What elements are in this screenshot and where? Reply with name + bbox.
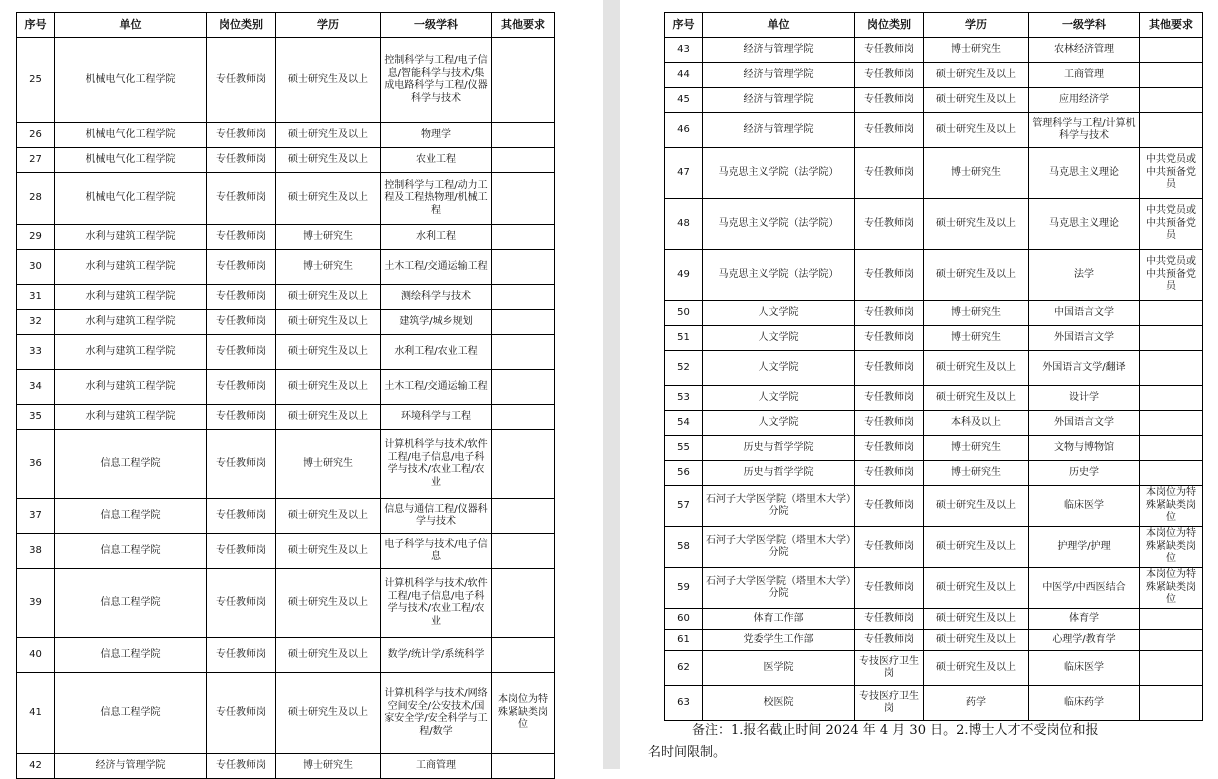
cell-subject: 数学/统计学/系统科学 — [381, 638, 492, 673]
footnote — [648, 720, 1202, 764]
cell-edu: 博士研究生 — [924, 148, 1029, 199]
cell-seq: 29 — [17, 225, 55, 250]
cell-unit: 人文学院 — [703, 351, 855, 386]
cell-edu: 硕士研究生及以上 — [276, 148, 381, 173]
cell-edu: 博士研究生 — [924, 301, 1029, 326]
cell-edu: 硕士研究生及以上 — [924, 386, 1029, 411]
cell-unit: 马克思主义学院（法学院） — [703, 199, 855, 250]
cell-post: 专任教师岗 — [207, 534, 276, 569]
table-row — [17, 638, 555, 673]
header-other: 其他要求 — [492, 13, 555, 38]
table-row — [665, 351, 1203, 386]
header-seq: 序号 — [17, 13, 55, 38]
footnote-line-2: 名时间限制。 — [648, 745, 727, 760]
cell-unit: 水利与建筑工程学院 — [55, 335, 207, 370]
cell-edu: 硕士研究生及以上 — [276, 405, 381, 430]
table-row — [665, 568, 1203, 609]
table-row — [665, 486, 1203, 527]
cell-subject: 建筑学/城乡规划 — [381, 310, 492, 335]
cell-seq: 31 — [17, 285, 55, 310]
cell-post: 专任教师岗 — [207, 754, 276, 779]
cell-subject: 外国语言文学/翻译 — [1029, 351, 1140, 386]
cell-post: 专任教师岗 — [855, 609, 924, 630]
cell-other — [1140, 386, 1203, 411]
cell-unit: 校医院 — [703, 686, 855, 721]
cell-post: 专任教师岗 — [207, 250, 276, 285]
table-row — [665, 113, 1203, 148]
cell-other: 本岗位为特殊紧缺类岗位 — [1140, 486, 1203, 527]
cell-subject: 设计学 — [1029, 386, 1140, 411]
cell-seq: 58 — [665, 527, 703, 568]
cell-edu: 硕士研究生及以上 — [276, 370, 381, 405]
cell-unit: 马克思主义学院（法学院） — [703, 148, 855, 199]
cell-subject: 测绘科学与技术 — [381, 285, 492, 310]
table-row — [665, 148, 1203, 199]
cell-post: 专任教师岗 — [855, 326, 924, 351]
cell-seq: 62 — [665, 651, 703, 686]
document-page-left — [0, 0, 603, 769]
cell-edu: 硕士研究生及以上 — [924, 651, 1029, 686]
cell-subject: 工商管理 — [1029, 63, 1140, 88]
cell-other — [492, 225, 555, 250]
table-row — [665, 686, 1203, 721]
cell-unit: 信息工程学院 — [55, 638, 207, 673]
cell-unit: 水利与建筑工程学院 — [55, 285, 207, 310]
cell-subject: 历史学 — [1029, 461, 1140, 486]
header-post: 岗位类别 — [207, 13, 276, 38]
cell-post: 专任教师岗 — [207, 335, 276, 370]
cell-seq: 39 — [17, 569, 55, 638]
cell-post: 专任教师岗 — [855, 486, 924, 527]
cell-unit: 信息工程学院 — [55, 499, 207, 534]
cell-subject: 中医学/中西医结合 — [1029, 568, 1140, 609]
cell-unit: 经济与管理学院 — [703, 63, 855, 88]
cell-subject: 应用经济学 — [1029, 88, 1140, 113]
cell-post: 专任教师岗 — [207, 173, 276, 225]
cell-other — [1140, 411, 1203, 436]
table-row — [17, 673, 555, 754]
cell-unit: 经济与管理学院 — [703, 38, 855, 63]
cell-other: 本岗位为特殊紧缺类岗位 — [492, 673, 555, 754]
cell-other — [492, 638, 555, 673]
cell-edu: 博士研究生 — [276, 250, 381, 285]
cell-unit: 水利与建筑工程学院 — [55, 370, 207, 405]
cell-post: 专任教师岗 — [855, 630, 924, 651]
cell-other: 中共党员或中共预备党员 — [1140, 250, 1203, 301]
cell-other — [492, 754, 555, 779]
cell-unit: 石河子大学医学院（塔里木大学）分院 — [703, 568, 855, 609]
cell-edu: 博士研究生 — [924, 326, 1029, 351]
cell-seq: 26 — [17, 123, 55, 148]
table-row — [17, 173, 555, 225]
cell-unit: 机械电气化工程学院 — [55, 148, 207, 173]
cell-edu: 硕士研究生及以上 — [924, 486, 1029, 527]
cell-edu: 硕士研究生及以上 — [924, 113, 1029, 148]
cell-unit: 水利与建筑工程学院 — [55, 250, 207, 285]
cell-other — [492, 250, 555, 285]
header-seq: 序号 — [665, 13, 703, 38]
cell-seq: 49 — [665, 250, 703, 301]
table-row — [17, 123, 555, 148]
cell-subject: 水利工程 — [381, 225, 492, 250]
cell-post: 专任教师岗 — [855, 38, 924, 63]
cell-subject: 临床药学 — [1029, 686, 1140, 721]
cell-edu: 硕士研究生及以上 — [276, 638, 381, 673]
table-row — [17, 569, 555, 638]
table-row — [665, 461, 1203, 486]
cell-subject: 外国语言文学 — [1029, 411, 1140, 436]
footnote-line-1: 备注：1.报名截止时间 2024 年 4 月 30 日。2.博士人才不受岗位和报 — [692, 723, 1099, 738]
cell-seq: 35 — [17, 405, 55, 430]
cell-post: 专任教师岗 — [207, 148, 276, 173]
cell-post: 专任教师岗 — [855, 63, 924, 88]
cell-other — [492, 310, 555, 335]
cell-unit: 经济与管理学院 — [703, 88, 855, 113]
cell-other — [492, 148, 555, 173]
cell-other — [1140, 88, 1203, 113]
cell-seq: 36 — [17, 430, 55, 499]
table-row — [17, 225, 555, 250]
cell-other — [1140, 301, 1203, 326]
cell-other: 中共党员或中共预备党员 — [1140, 148, 1203, 199]
cell-post: 专任教师岗 — [207, 569, 276, 638]
cell-other — [492, 173, 555, 225]
cell-edu: 硕士研究生及以上 — [924, 527, 1029, 568]
cell-other — [492, 430, 555, 499]
cell-edu: 博士研究生 — [924, 436, 1029, 461]
cell-seq: 48 — [665, 199, 703, 250]
cell-other — [1140, 351, 1203, 386]
cell-post: 专任教师岗 — [207, 673, 276, 754]
cell-subject: 马克思主义理论 — [1029, 148, 1140, 199]
cell-edu: 硕士研究生及以上 — [276, 173, 381, 225]
cell-edu: 硕士研究生及以上 — [276, 673, 381, 754]
cell-seq: 44 — [665, 63, 703, 88]
cell-other — [1140, 326, 1203, 351]
cell-seq: 52 — [665, 351, 703, 386]
cell-seq: 60 — [665, 609, 703, 630]
cell-subject: 控制科学与工程/电子信息/智能科学与技术/集成电路科学与工程/仪器科学与技术 — [381, 38, 492, 123]
cell-post: 专任教师岗 — [207, 285, 276, 310]
table-row — [665, 88, 1203, 113]
cell-unit: 机械电气化工程学院 — [55, 38, 207, 123]
cell-post: 专任教师岗 — [855, 411, 924, 436]
table-row — [665, 199, 1203, 250]
table-header-row — [17, 13, 555, 38]
cell-unit: 水利与建筑工程学院 — [55, 310, 207, 335]
cell-post: 专任教师岗 — [855, 568, 924, 609]
cell-post: 专任教师岗 — [855, 148, 924, 199]
cell-other — [492, 569, 555, 638]
cell-other — [492, 335, 555, 370]
cell-edu: 博士研究生 — [276, 754, 381, 779]
table-row — [665, 250, 1203, 301]
header-post: 岗位类别 — [855, 13, 924, 38]
cell-seq: 32 — [17, 310, 55, 335]
header-subject: 一级学科 — [1029, 13, 1140, 38]
cell-edu: 硕士研究生及以上 — [924, 88, 1029, 113]
table-row — [17, 405, 555, 430]
cell-seq: 53 — [665, 386, 703, 411]
cell-subject: 工商管理 — [381, 754, 492, 779]
cell-subject: 法学 — [1029, 250, 1140, 301]
cell-seq: 63 — [665, 686, 703, 721]
cell-seq: 43 — [665, 38, 703, 63]
cell-unit: 信息工程学院 — [55, 673, 207, 754]
cell-other: 本岗位为特殊紧缺类岗位 — [1140, 568, 1203, 609]
cell-post: 专任教师岗 — [207, 405, 276, 430]
table-row — [665, 301, 1203, 326]
table-body-right — [665, 38, 1203, 721]
cell-unit: 机械电气化工程学院 — [55, 123, 207, 148]
cell-seq: 50 — [665, 301, 703, 326]
cell-subject: 电子科学与技术/电子信息 — [381, 534, 492, 569]
document-page-right — [620, 0, 1218, 769]
table-row — [17, 370, 555, 405]
cell-subject: 计算机科学与技术/网络空间安全/公安技术/国家安全学/安全科学与工程/数学 — [381, 673, 492, 754]
table-row — [17, 430, 555, 499]
cell-seq: 47 — [665, 148, 703, 199]
cell-edu: 硕士研究生及以上 — [276, 123, 381, 148]
cell-edu: 药学 — [924, 686, 1029, 721]
cell-edu: 本科及以上 — [924, 411, 1029, 436]
cell-edu: 硕士研究生及以上 — [276, 499, 381, 534]
cell-unit: 信息工程学院 — [55, 534, 207, 569]
cell-post: 专任教师岗 — [855, 351, 924, 386]
cell-seq: 59 — [665, 568, 703, 609]
header-other: 其他要求 — [1140, 13, 1203, 38]
cell-edu: 硕士研究生及以上 — [276, 569, 381, 638]
cell-edu: 硕士研究生及以上 — [924, 351, 1029, 386]
cell-other — [1140, 436, 1203, 461]
table-row — [17, 335, 555, 370]
table-row — [665, 411, 1203, 436]
cell-other: 本岗位为特殊紧缺类岗位 — [1140, 527, 1203, 568]
cell-unit: 信息工程学院 — [55, 430, 207, 499]
cell-edu: 硕士研究生及以上 — [276, 310, 381, 335]
cell-edu: 硕士研究生及以上 — [924, 630, 1029, 651]
cell-unit: 医学院 — [703, 651, 855, 686]
cell-unit: 历史与哲学学院 — [703, 461, 855, 486]
cell-other — [1140, 686, 1203, 721]
table-row — [17, 38, 555, 123]
cell-other — [1140, 651, 1203, 686]
cell-other — [492, 123, 555, 148]
cell-edu: 硕士研究生及以上 — [276, 38, 381, 123]
header-unit: 单位 — [55, 13, 207, 38]
cell-subject: 农林经济管理 — [1029, 38, 1140, 63]
cell-edu: 硕士研究生及以上 — [924, 609, 1029, 630]
cell-seq: 61 — [665, 630, 703, 651]
cell-unit: 人文学院 — [703, 326, 855, 351]
cell-subject: 土木工程/交通运输工程 — [381, 250, 492, 285]
cell-subject: 控制科学与工程/动力工程及工程热物理/机械工程 — [381, 173, 492, 225]
table-row — [665, 63, 1203, 88]
cell-subject: 心理学/教育学 — [1029, 630, 1140, 651]
header-unit: 单位 — [703, 13, 855, 38]
cell-edu: 博士研究生 — [276, 430, 381, 499]
table-row — [17, 310, 555, 335]
cell-other — [1140, 113, 1203, 148]
cell-edu: 硕士研究生及以上 — [276, 285, 381, 310]
cell-unit: 人文学院 — [703, 386, 855, 411]
table-row — [665, 38, 1203, 63]
cell-post: 专任教师岗 — [855, 301, 924, 326]
cell-seq: 30 — [17, 250, 55, 285]
cell-post: 专技医疗卫生岗 — [855, 686, 924, 721]
cell-subject: 马克思主义理论 — [1029, 199, 1140, 250]
cell-post: 专任教师岗 — [855, 527, 924, 568]
cell-edu: 博士研究生 — [924, 461, 1029, 486]
cell-subject: 计算机科学与技术/软件工程/电子信息/电子科学与技术/农业工程/农业 — [381, 430, 492, 499]
cell-subject: 物理学 — [381, 123, 492, 148]
cell-edu: 硕士研究生及以上 — [276, 335, 381, 370]
cell-other — [492, 405, 555, 430]
cell-seq: 40 — [17, 638, 55, 673]
cell-other — [492, 499, 555, 534]
cell-subject: 农业工程 — [381, 148, 492, 173]
table-row — [17, 285, 555, 310]
cell-other — [1140, 461, 1203, 486]
cell-subject: 中国语言文学 — [1029, 301, 1140, 326]
cell-unit: 机械电气化工程学院 — [55, 173, 207, 225]
cell-post: 专任教师岗 — [855, 88, 924, 113]
table-row — [665, 651, 1203, 686]
cell-seq: 56 — [665, 461, 703, 486]
cell-unit: 体育工作部 — [703, 609, 855, 630]
cell-subject: 临床医学 — [1029, 486, 1140, 527]
cell-post: 专任教师岗 — [207, 638, 276, 673]
cell-post: 专任教师岗 — [855, 461, 924, 486]
table-row — [17, 754, 555, 779]
cell-unit: 党委学生工作部 — [703, 630, 855, 651]
cell-post: 专任教师岗 — [855, 113, 924, 148]
cell-seq: 27 — [17, 148, 55, 173]
cell-seq: 25 — [17, 38, 55, 123]
cell-other — [492, 285, 555, 310]
cell-seq: 33 — [17, 335, 55, 370]
cell-other — [492, 38, 555, 123]
cell-subject: 管理科学与工程/计算机科学与技术 — [1029, 113, 1140, 148]
cell-seq: 51 — [665, 326, 703, 351]
cell-seq: 54 — [665, 411, 703, 436]
cell-seq: 38 — [17, 534, 55, 569]
cell-subject: 文物与博物馆 — [1029, 436, 1140, 461]
cell-seq: 45 — [665, 88, 703, 113]
cell-subject: 信息与通信工程/仪器科学与技术 — [381, 499, 492, 534]
table-body-left — [17, 38, 555, 779]
cell-unit: 石河子大学医学院（塔里木大学）分院 — [703, 527, 855, 568]
cell-seq: 42 — [17, 754, 55, 779]
cell-post: 专任教师岗 — [207, 225, 276, 250]
cell-unit: 水利与建筑工程学院 — [55, 225, 207, 250]
cell-unit: 经济与管理学院 — [55, 754, 207, 779]
cell-seq: 37 — [17, 499, 55, 534]
cell-unit: 石河子大学医学院（塔里木大学）分院 — [703, 486, 855, 527]
cell-seq: 28 — [17, 173, 55, 225]
cell-unit: 人文学院 — [703, 301, 855, 326]
cell-other: 中共党员或中共预备党员 — [1140, 199, 1203, 250]
cell-seq: 57 — [665, 486, 703, 527]
cell-unit: 经济与管理学院 — [703, 113, 855, 148]
cell-seq: 34 — [17, 370, 55, 405]
cell-subject: 计算机科学与技术/软件工程/电子信息/电子科学与技术/农业工程/农业 — [381, 569, 492, 638]
cell-edu: 硕士研究生及以上 — [924, 250, 1029, 301]
cell-post: 专任教师岗 — [207, 370, 276, 405]
cell-edu: 硕士研究生及以上 — [276, 534, 381, 569]
cell-post: 专技医疗卫生岗 — [855, 651, 924, 686]
page-gutter — [603, 0, 620, 769]
cell-other — [1140, 609, 1203, 630]
table-row — [17, 148, 555, 173]
cell-post: 专任教师岗 — [207, 430, 276, 499]
cell-seq: 46 — [665, 113, 703, 148]
table-row — [17, 534, 555, 569]
cell-seq: 55 — [665, 436, 703, 461]
table-row — [665, 527, 1203, 568]
cell-other — [492, 370, 555, 405]
table-row — [665, 326, 1203, 351]
table-row — [665, 630, 1203, 651]
cell-post: 专任教师岗 — [855, 199, 924, 250]
cell-edu: 硕士研究生及以上 — [924, 63, 1029, 88]
table-row — [665, 609, 1203, 630]
cell-subject: 土木工程/交通运输工程 — [381, 370, 492, 405]
table-row — [665, 386, 1203, 411]
cell-post: 专任教师岗 — [207, 38, 276, 123]
table-row — [17, 499, 555, 534]
cell-post: 专任教师岗 — [207, 310, 276, 335]
cell-other — [1140, 63, 1203, 88]
cell-unit: 信息工程学院 — [55, 569, 207, 638]
header-edu: 学历 — [924, 13, 1029, 38]
cell-edu: 博士研究生 — [276, 225, 381, 250]
cell-unit: 马克思主义学院（法学院） — [703, 250, 855, 301]
table-header-row — [665, 13, 1203, 38]
cell-edu: 硕士研究生及以上 — [924, 199, 1029, 250]
cell-other — [1140, 38, 1203, 63]
cell-seq: 41 — [17, 673, 55, 754]
cell-other — [492, 534, 555, 569]
cell-post: 专任教师岗 — [855, 436, 924, 461]
cell-other — [1140, 630, 1203, 651]
cell-unit: 历史与哲学学院 — [703, 436, 855, 461]
cell-subject: 护理学/护理 — [1029, 527, 1140, 568]
cell-post: 专任教师岗 — [855, 250, 924, 301]
recruitment-table-left — [16, 12, 555, 779]
header-edu: 学历 — [276, 13, 381, 38]
cell-post: 专任教师岗 — [207, 123, 276, 148]
cell-post: 专任教师岗 — [855, 386, 924, 411]
cell-unit: 人文学院 — [703, 411, 855, 436]
cell-post: 专任教师岗 — [207, 499, 276, 534]
table-row — [665, 436, 1203, 461]
cell-edu: 博士研究生 — [924, 38, 1029, 63]
recruitment-table-right — [664, 12, 1203, 721]
table-row — [17, 250, 555, 285]
cell-unit: 水利与建筑工程学院 — [55, 405, 207, 430]
cell-subject: 临床医学 — [1029, 651, 1140, 686]
cell-subject: 外国语言文学 — [1029, 326, 1140, 351]
cell-subject: 体育学 — [1029, 609, 1140, 630]
cell-subject: 水利工程/农业工程 — [381, 335, 492, 370]
cell-edu: 硕士研究生及以上 — [924, 568, 1029, 609]
header-subject: 一级学科 — [381, 13, 492, 38]
cell-subject: 环境科学与工程 — [381, 405, 492, 430]
